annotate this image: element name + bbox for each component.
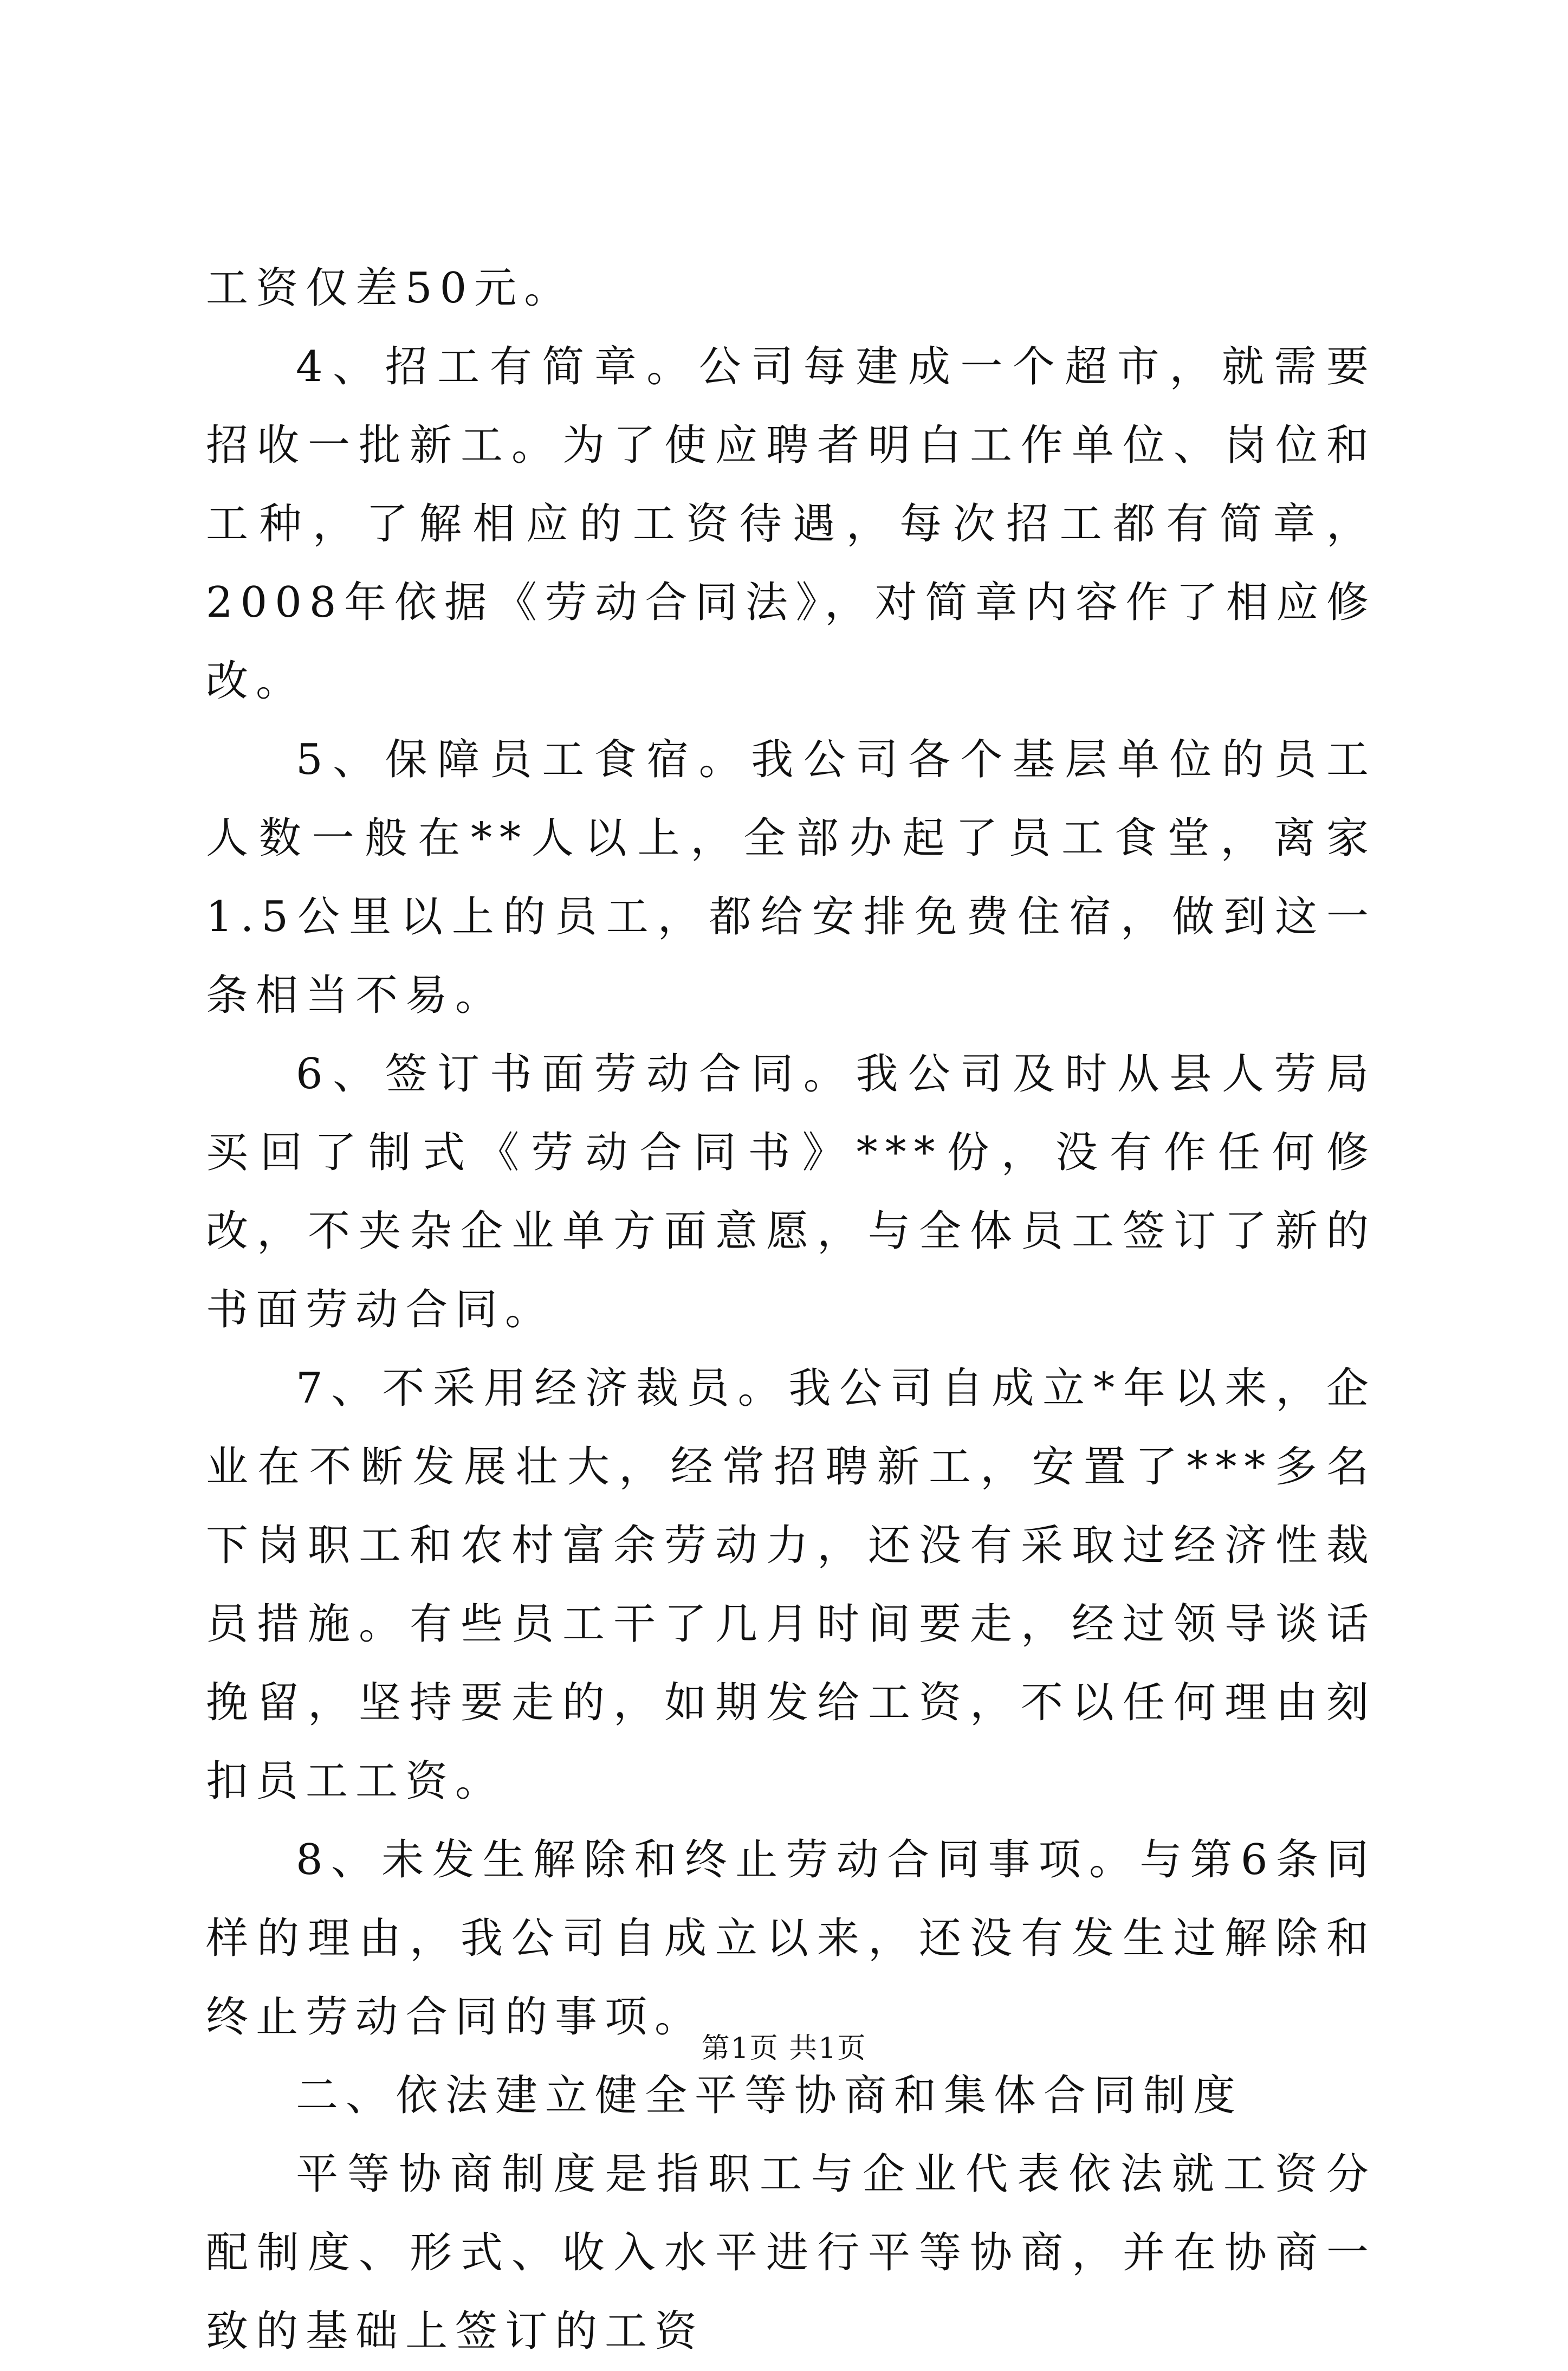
section-heading: 二、依法建立健全平等协商和集体合同制度	[296, 2071, 1243, 2120]
paragraph-item-8: 8、未发生解除和终止劳动合同事项。与第6条同样的理由，我公司自成立以来，还没有发生过解除和终止劳动合同的事项。	[206, 1836, 1376, 2041]
paragraph-section-intro: 平等协商制度是指职工与企业代表依法就工资分配制度、形式、收入水平进行平等协商，并在协商一致的基础上签订的工资	[206, 2150, 1376, 2356]
paragraph-item-4: 4、招工有简章。公司每建成一个超市，就需要招收一批新工。为了使应聘者明白工作单位、岗位和工种，了解相应的工资待遇，每次招工都有简章，2008年依据《劳动合同法》，对简章内容作了相应修改。	[206, 343, 1376, 706]
paragraph-continuation: 工资仅差50元。	[206, 264, 574, 313]
paragraph-item-7: 7、不采用经济裁员。我公司自成立*年以来，企业在不断发展壮大，经常招聘新工，安置了***多名下岗职工和农村富余劳动力，还没有采取过经济性裁员措施。有些员工干了几月时间要走，经过领导谈话挽留，坚持要走的，如期发给工资，不以任何理由刻扣员工工资。	[206, 1364, 1376, 1806]
page-number-footer: 第1页 共1页	[701, 2032, 867, 2065]
paragraph-item-6: 6、签订书面劳动合同。我公司及时从县人劳局买回了制式《劳动合同书》***份，没有作任何修改，不夹杂企业单方面意愿，与全体员工签订了新的书面劳动合同。	[206, 1050, 1376, 1334]
paragraph-item-5: 5、保障员工食宿。我公司各个基层单位的员工人数一般在**人以上，全部办起了员工食堂，离家1.5公里以上的员工，都给安排免费住宿，做到这一条相当不易。	[206, 735, 1376, 1020]
